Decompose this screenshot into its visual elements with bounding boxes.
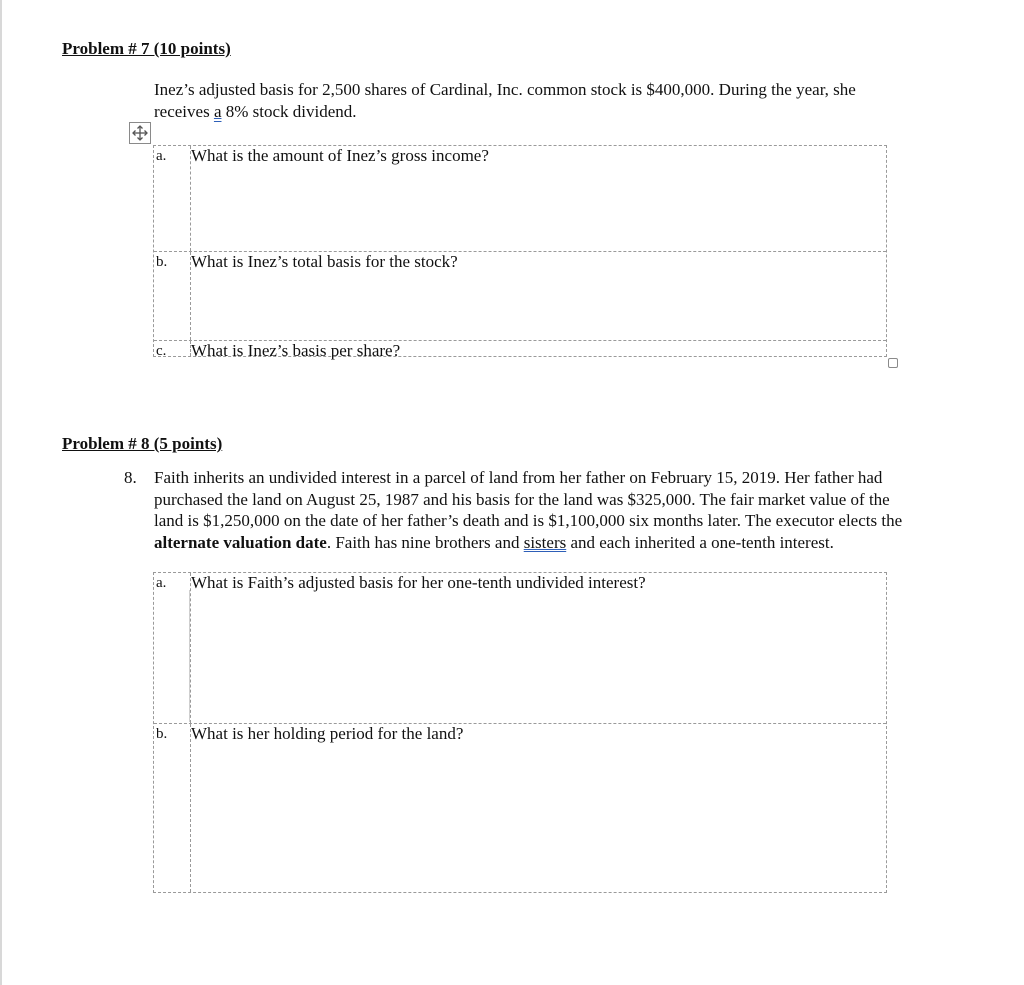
grammar-flag-word[interactable]: sisters [523,532,567,552]
problem-7-row-b[interactable] [154,251,886,340]
problem-7-answer-table [153,145,887,360]
page-left-edge [0,0,2,985]
problem-8-line-3: land is $1,250,000 on the date of her father’s death and is $1,100,000 six months later. The executor elects the [154,511,903,530]
problem-8-row-b[interactable] [154,723,886,892]
row-label: b. [156,254,168,270]
problem-7-row-a[interactable] [154,146,886,251]
question-text: What is her holding period for the land? [191,724,464,743]
question-text: What is Faith’s adjusted basis for her one-tenth undivided interest? [191,573,646,592]
question-text: What is Inez’s total basis for the stock? [191,252,458,271]
intro-line-2-post: 8% stock dividend. [221,102,357,121]
row-label: c. [156,343,167,359]
problem-7-intro-line-2 [154,101,357,123]
problem-8-answer-table [153,572,887,893]
grammar-flag-word[interactable]: a [213,102,222,121]
problem-8-line-2: purchased the land on August 25, 1987 and his basis for the land was $325,000. The fair market value of the [154,489,890,509]
problem-8-heading: Problem # 8 (5 points) [62,434,223,453]
problem-8-row-a[interactable] [154,573,886,723]
row-label: a. [156,575,167,591]
table-move-handle-icon[interactable] [129,122,151,144]
table-resize-handle[interactable] [888,358,898,368]
row-label: b. [156,726,168,742]
question-text: What is Inez’s basis per share? [191,341,401,360]
intro-line-2-pre: receives [154,102,214,121]
row-label-cell [154,252,191,340]
problem-8-number: 8. [124,468,137,487]
alternate-valuation-date-term: alternate valuation date [154,532,327,552]
line-4-post: and each inherited a one-tenth interest. [566,532,834,552]
question-text: What is the amount of Inez’s gross income? [191,146,489,165]
problem-7-row-c[interactable] [154,340,886,360]
column-divider [189,590,190,722]
row-label: a. [156,148,167,164]
row-label-cell [154,573,191,723]
problem-8-line-1: Faith inherits an undivided interest in a parcel of land from her father on February 15, 2019. Her father had [154,468,883,487]
row-label-cell [154,724,191,892]
problem-7-intro-line-1: Inez’s adjusted basis for 2,500 shares of Cardinal, Inc. common stock is $400,000. During the year, she [154,80,856,99]
row-label-cell [154,341,191,359]
line-4-mid: . Faith has nine brothers and [326,532,524,552]
problem-8-line-4 [154,532,834,554]
row-label-cell [154,146,191,251]
problem-7-heading: Problem # 7 (10 points) [62,39,231,58]
